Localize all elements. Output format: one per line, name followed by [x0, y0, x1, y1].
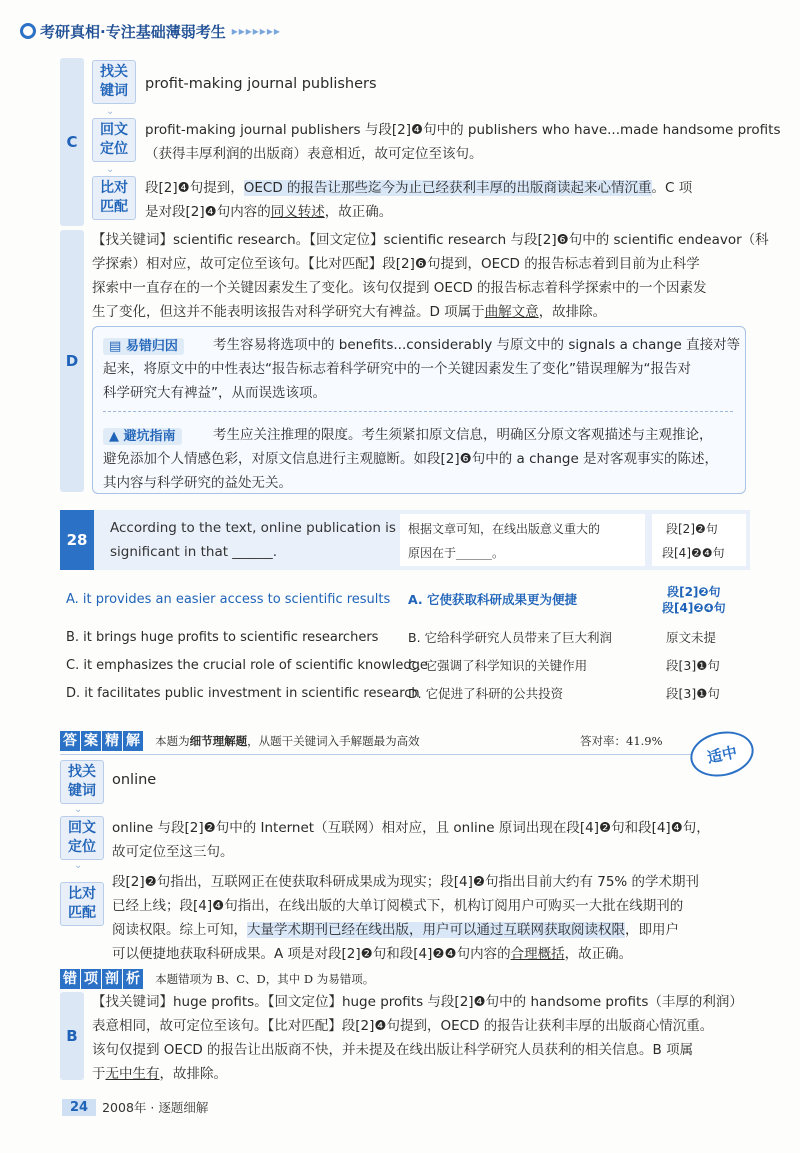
error-cause-line2: 起来，将原文中的中性表达“报告标志着科学研究中的一个关键因素发生了变化”错误理解为“报告对	[103, 361, 691, 377]
search-icon	[20, 23, 36, 39]
chevron-down-icon: ⌄	[74, 804, 83, 815]
b-line3: 该句仅提到 OECD 的报告让出版商不快，并未提及在线出版让科学研究人员获利的相关信息。B 项属	[92, 1042, 694, 1058]
option-d-label: D	[60, 230, 84, 492]
pitfall-row	[103, 425, 182, 444]
option-d-loc: 段[3]❶句	[666, 686, 720, 701]
option-c-cn: C. 它强调了科学知识的关键作用	[408, 658, 588, 673]
tag-locate: 回文 定位	[60, 816, 104, 860]
option-a-en: A. it provides an easier access to scientific results	[66, 592, 391, 607]
correct-rate: 答对率：41.9%	[580, 734, 663, 748]
tag-find-keyword: 找关 键词	[92, 60, 136, 104]
pitfall-tag: ▲ 避坑指南	[103, 428, 182, 445]
answer-header: 答 案 精 解 本题为细节理解题，从题干关键词入手解题最为高效 答对率：41.9%	[60, 730, 750, 755]
pitfall-line2: 避免添加个人情感色彩，对原文信息进行主观臆断。如段[2]❻句中的 a change 是对客观事实的陈述，	[103, 451, 719, 467]
question-cn-line2: 原因在于______。	[408, 546, 505, 560]
question-loc-line2: 段[4]❷❹句	[662, 546, 725, 560]
difficulty-stamp: 适中	[686, 726, 758, 782]
error-cause-tag: ▤ 易错归因	[103, 338, 184, 355]
pitfall-line3: 其内容与科学研究的益处无关。	[103, 475, 292, 491]
b-analysis	[92, 990, 782, 1086]
divider	[103, 411, 733, 412]
question-cn-line1: 根据文章可知，在线出版意义重大的	[408, 522, 601, 536]
header-title: 考研真相·专注基础薄弱考生	[40, 22, 226, 41]
wrong-desc: 本题错项为 B、C、D，其中 D 为易错项。	[155, 972, 375, 986]
tag-match: 比对 匹配	[92, 176, 136, 220]
answer-keyword-text: online	[112, 772, 157, 788]
option-c-en: C. it emphasizes the crucial role of scientific knowledge	[66, 658, 428, 673]
note-icon: ▤	[109, 339, 126, 354]
chevron-down-icon: ⌄	[106, 106, 115, 117]
c-locate-line1: profit-making journal publishers 与段[2]❹句中的 publishers who have...made handsome profits	[145, 122, 781, 138]
chevron-down-icon: ⌄	[74, 860, 83, 871]
error-cause-row	[103, 335, 184, 354]
d-line4: 生了变化，但这并不能表明该报告对科学研究大有裨益。D 项属于曲解文意，故排除。	[92, 304, 607, 320]
answer-match-line1: 段[2]❷句指出，互联网正在使获取科研成果成为现实；段[4]❷句指出目前大约有 75% 的学术期刊	[112, 874, 700, 890]
b-line1: 【找关键词】huge profits。【回文定位】huge profits 与段[2]❹句中的 handsome profits（丰厚的利润）	[92, 994, 743, 1010]
question-loc-box	[652, 514, 746, 566]
tag-match: 比对 匹配	[60, 882, 104, 926]
option-d-en: D. it facilitates public investment in scientific research	[66, 686, 420, 701]
answer-match-line4: 可以便捷地获取科研成果。A 项是对段[2]❷句和段[4]❷❹句内容的合理概括，故正确。	[112, 946, 633, 962]
tips-box	[92, 326, 746, 494]
page-header	[20, 18, 281, 44]
question-cn-box	[400, 514, 645, 566]
header-arrows: ▸▸▸▸▸▸▸	[231, 24, 281, 38]
question-28	[60, 510, 750, 570]
option-a-loc: 段[2]❷句 段[4]❷❹句	[662, 585, 726, 615]
d-analysis	[92, 228, 782, 324]
footer-text: 2008年 · 逐题细解	[102, 1100, 209, 1115]
c-locate-line2: （获得丰厚利润的出版商）表意相近，故可定位至该句。	[145, 146, 483, 162]
error-cause-line3: 科学研究大有裨益”，从而误选该项。	[103, 385, 326, 401]
option-c-loc: 段[3]❶句	[666, 658, 720, 673]
chevron-down-icon: ⌄	[106, 164, 115, 175]
option-b-en: B. it brings huge profits to scientific researchers	[66, 630, 379, 645]
option-c-label: C	[60, 58, 84, 226]
error-cause-line1: 考生容易将选项中的 benefits...considerably 与原文中的 signals a change 直接对等	[213, 337, 741, 353]
b-line4: 于无中生有，故排除。	[92, 1066, 227, 1082]
page-footer	[62, 1098, 208, 1116]
option-d-cn: D. 它促进了科研的公共投资	[408, 686, 564, 701]
answer-desc: 本题为细节理解题，从题干关键词入手解题最为高效	[155, 734, 420, 748]
answer-locate-line1: online 与段[2]❷句中的 Internet（互联网）相对应，且 online 原词出现在段[4]❷句和段[4]❹句，	[112, 820, 710, 836]
answer-match-line3: 阅读权限。综上可知，大量学术期刊已经在线出版，用户可以通过互联网获取阅读权限，即用户	[112, 922, 679, 938]
wrong-header: 错 项 剖 析 本题错项为 B、C、D，其中 D 为易错项。	[60, 968, 750, 992]
d-line2: 学探索）相对应，故可定位至该句。【比对匹配】段[2]❻句提到，OECD 的报告标志着到目前为止科学	[92, 256, 700, 272]
question-stem-line1: According to the text, online publication is	[110, 520, 396, 536]
question-number: 28	[60, 510, 94, 570]
c-match-line2: 是对段[2]❹句内容的同义转述，故正确。	[145, 204, 393, 220]
option-b-cn: B. 它给科学研究人员带来了巨大利润	[408, 630, 613, 645]
page-number: 24	[62, 1099, 96, 1116]
c-match-line1: 段[2]❹句提到，OECD 的报告让那些迄今为止已经获利丰厚的出版商读起来心情沉重。C 项	[145, 180, 693, 196]
question-loc-line1: 段[2]❷句	[666, 522, 718, 536]
tag-find-keyword: 找关 键词	[60, 760, 104, 804]
option-a-cn: A. 它使获取科研成果更为便捷	[408, 592, 578, 607]
b-line2: 表意相同，故可定位至该句。【比对匹配】段[2]❹句提到，OECD 的报告让获利丰厚的出版商心情沉重。	[92, 1018, 714, 1034]
question-stem-line2: significant in that ______.	[110, 544, 278, 560]
pitfall-line1: 考生应关注推理的限度。考生须紧扣原文信息，明确区分原文客观描述与主观推论，	[213, 427, 713, 443]
d-line3: 探索中一直存在的一个关键因素发生了变化。该句仅提到 OECD 的报告标志着科学探索中的一个因素发	[92, 280, 707, 296]
option-b-loc: 原文未提	[666, 630, 717, 645]
c-keyword-text: profit-making journal publishers	[145, 76, 377, 92]
tag-locate: 回文 定位	[92, 118, 136, 162]
warning-icon: ▲	[109, 429, 124, 444]
answer-locate-line2: 故可定位至这三句。	[112, 844, 234, 860]
option-b-label: B	[60, 992, 84, 1080]
d-line1: 【找关键词】scientific research。【回文定位】scientific research 与段[2]❻句中的 scientific endeavor（科	[92, 232, 769, 248]
answer-match-line2: 已经上线；段[4]❹句指出，在线出版的大单订阅模式下，机构订阅用户可购买一大批在线期刊的	[112, 898, 684, 914]
